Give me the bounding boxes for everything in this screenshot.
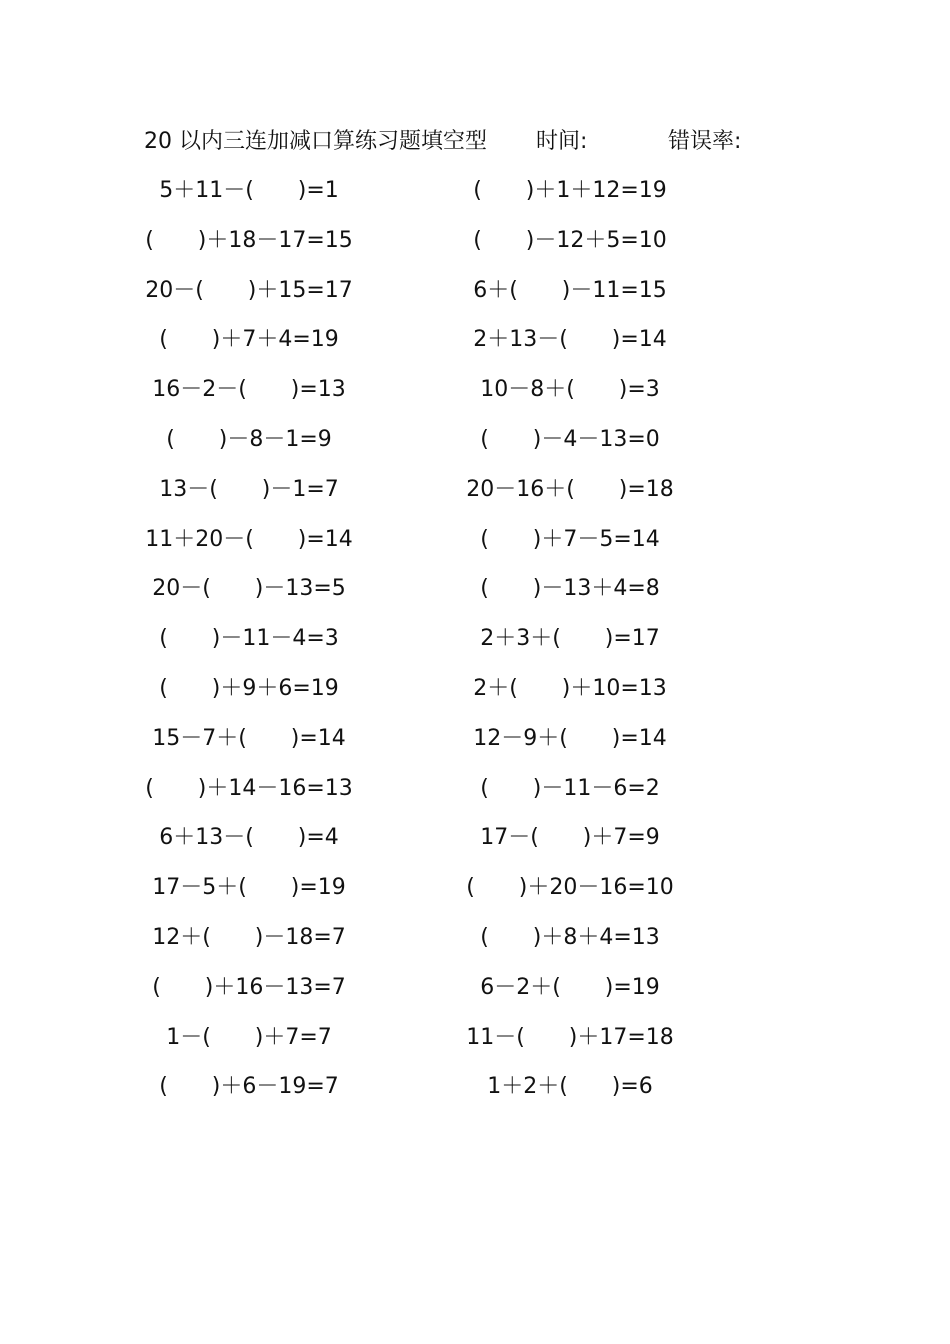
problem-row: [0, 714, 950, 764]
problem-left: ( )－8－1=9: [166, 426, 332, 452]
worksheet-header: [144, 124, 784, 160]
problem-left: 6＋13－( )=4: [159, 825, 339, 851]
problem-row: [0, 465, 950, 515]
problem-row: [0, 515, 950, 565]
problem-right: ( )＋20－16=10: [466, 875, 674, 901]
problem-right: 11－( )＋17=18: [466, 1024, 674, 1050]
problem-row: [0, 863, 950, 913]
problem-left: 17－5＋( )=19: [152, 875, 346, 901]
problem-left: ( )＋7＋4=19: [159, 327, 339, 353]
problem-left: ( )＋18－17=15: [145, 227, 353, 253]
problem-row: [0, 764, 950, 814]
problem-left: ( )＋6－19=7: [159, 1074, 339, 1100]
problem-left: ( )＋16－13=7: [152, 974, 346, 1000]
problem-row: [0, 963, 950, 1013]
problem-row: [0, 315, 950, 365]
problem-row: [0, 1062, 950, 1112]
problem-right: ( )－4－13=0: [480, 426, 660, 452]
problem-right: 6＋( )－11=15: [473, 277, 667, 303]
problem-right: ( )＋7－5=14: [480, 526, 660, 552]
problem-left: 13－( )－1=7: [159, 476, 339, 502]
problem-row: [0, 614, 950, 664]
error-rate-label: 错误率:: [668, 129, 742, 154]
problem-row: [0, 664, 950, 714]
problem-row: [0, 564, 950, 614]
problem-right: ( )＋1＋12=19: [473, 178, 667, 203]
problem-left: 1－( )＋7=7: [166, 1024, 332, 1050]
problem-row: [0, 415, 950, 465]
problem-right: 12－9＋( )=14: [473, 725, 667, 751]
problem-left: 12＋( )－18=7: [152, 924, 346, 950]
problem-right: ( )－13＋4=8: [480, 576, 660, 602]
problem-left: ( )＋9＋6=19: [159, 675, 339, 701]
problem-right: ( )－11－6=2: [480, 775, 660, 801]
problem-row: [0, 216, 950, 266]
problem-left: 11＋20－( )=14: [145, 526, 353, 552]
problem-right: 6－2＋( )=19: [480, 974, 660, 1000]
problem-left: 15－7＋( )=14: [152, 725, 346, 751]
problem-right: ( )－12＋5=10: [473, 227, 667, 253]
problem-row: [0, 266, 950, 316]
time-label: 时间:: [536, 129, 588, 154]
problem-row: [0, 166, 950, 216]
problem-right: 1＋2＋( )=6: [487, 1074, 653, 1100]
problem-left: 20－( )－13=5: [152, 576, 346, 602]
problem-left: 20－( )＋15=17: [145, 277, 353, 303]
problem-left: ( )－11－4=3: [159, 626, 339, 652]
problem-row: [0, 913, 950, 963]
problem-row: [0, 365, 950, 415]
problem-right: 10－8＋( )=3: [480, 377, 660, 403]
problem-right: 2＋13－( )=14: [473, 327, 667, 353]
problem-right: ( )＋8＋4=13: [480, 924, 660, 950]
problem-left: 16－2－( )=13: [152, 377, 346, 403]
problem-list: [0, 166, 950, 1112]
problem-right: 20－16＋( )=18: [466, 476, 674, 502]
problem-left: ( )＋14－16=13: [145, 775, 353, 801]
problem-left: 5＋11－( )=1: [159, 178, 339, 203]
problem-right: 17－( )＋7=9: [480, 825, 660, 851]
problem-right: 2＋3＋( )=17: [480, 626, 660, 652]
worksheet-title: 20 以内三连加减口算练习题填空型: [144, 129, 487, 154]
problem-row: [0, 1013, 950, 1063]
problem-row: [0, 813, 950, 863]
problem-right: 2＋( )＋10=13: [473, 675, 667, 701]
